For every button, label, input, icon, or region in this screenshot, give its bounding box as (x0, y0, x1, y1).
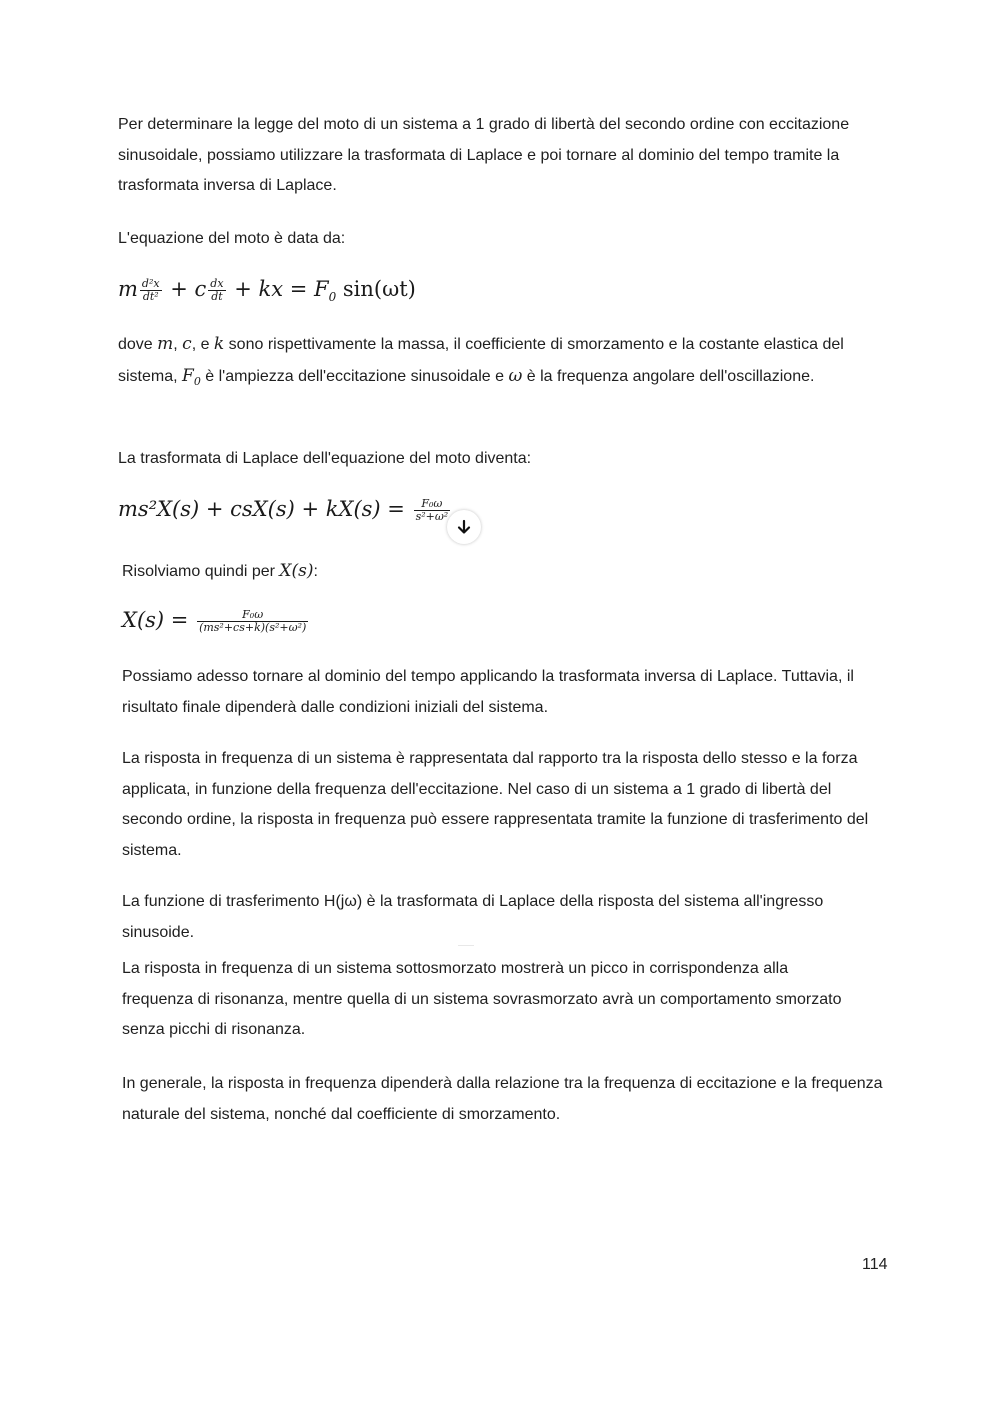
paragraph-conclusion-text: In generale, la risposta in frequenza dipenderà dalla relazione tra la frequenza di eccitazione e la frequenza naturale del sistema, nonché dal coefficiente di smorzamento. (122, 1075, 883, 1123)
paragraph-inverse (122, 662, 892, 723)
eq2-frac-den: s²+ω² (415, 510, 449, 523)
p3-c2: è l'ampiezza dell'eccitazione sinusoidale e (200, 367, 509, 385)
p3-f0: F (182, 365, 194, 386)
faint-divider (458, 945, 474, 946)
paragraph-transfer-function (122, 887, 892, 948)
eq3-frac-num: F₀ω (197, 609, 308, 622)
eq2-frac (414, 498, 451, 523)
paragraph-damping-text: La risposta in frequenza di un sistema sottosmorzato mostrerà un picco in corrispondenza alla frequenza di risonanza, mentre quella di un sistema sovrasmorzato avrà un comportamento smorzato senza picchi di risonanza. (122, 960, 842, 1038)
paragraph-intro-text: Per determinare la legge del moto di un sistema a 1 grado di libertà del secondo ordine con eccitazione sinusoidale, possiamo utilizzare la trasformata di Laplace e poi tornare al dominio del tempo tramite la trasformata inversa di Laplace. (118, 116, 850, 194)
eq1-plus-c: + c (163, 277, 207, 301)
p5-x: X(s) (279, 561, 314, 581)
eq1-m: m (118, 277, 138, 301)
arrow-down-icon (456, 519, 472, 535)
paragraph-equation-intro (118, 224, 888, 255)
p3-a: dove (118, 336, 158, 353)
eq1-frac-dx-num: dx (210, 277, 224, 290)
paragraph-intro (118, 110, 888, 202)
p3-sep2: , e (191, 336, 214, 353)
p3-sep1: , (173, 336, 183, 353)
paragraph-laplace-intro-text: La trasformata di Laplace dell'equazione del moto diventa: (118, 450, 532, 467)
paragraph-frequency-response-text: La risposta in frequenza di un sistema è rappresentata dal rapporto tra la risposta dello stesso e la forza applicata, in funzione della frequenza dell'eccitazione. Nel caso di un sistema a 1 grado di libertà del secondo ordine, la risposta in frequenza può essere rappresentata tramite la funzione di trasferimento del sistema. (122, 750, 869, 859)
paragraph-transfer-function-text: La funzione di trasferimento H(jω) è la trasformata di Laplace della risposta del sistema all'ingresso sinusoide. (122, 893, 824, 941)
paragraph-laplace-intro (118, 444, 888, 475)
eq1-sin: sin(ωt) (336, 277, 416, 301)
paragraph-conclusion (122, 1069, 892, 1130)
eq1-frac-dx (208, 278, 225, 303)
eq2-frac-num: F₀ω (414, 498, 451, 511)
equation-motion (118, 277, 416, 304)
eq1-frac-dx-den: dt (211, 290, 223, 303)
paragraph-inverse-text: Possiamo adesso tornare al dominio del tempo applicando la trasformata inversa di Laplace. Tuttavia, il risultato finale dipenderà dalle condizioni iniziali del sistema. (122, 668, 854, 716)
equation-laplace (118, 497, 452, 523)
eq1-frac-d2x-num: d²x (141, 277, 160, 290)
page-number: 114 (862, 1256, 888, 1273)
p3-c: c (182, 334, 192, 354)
eq3-frac (197, 609, 308, 634)
scroll-down-button[interactable] (447, 510, 481, 544)
p3-f0-sub: 0 (193, 374, 201, 388)
paragraph-damping (122, 954, 862, 1046)
p3-k: k (213, 334, 225, 354)
equation-solution (122, 608, 310, 634)
p3-d: è la frequenza angolare dell'oscillazione. (522, 367, 815, 385)
paragraph-definitions (118, 329, 888, 397)
paragraph-solve (122, 556, 892, 588)
paragraph-frequency-response (122, 744, 892, 866)
paragraph-equation-intro-text: L'equazione del moto è data da: (118, 230, 346, 247)
eq1-sub0: 0 (328, 290, 337, 305)
eq1-rest: + kx = F (227, 277, 329, 301)
eq3-frac-den: (ms²+cs+k)(s²+ω²) (199, 621, 307, 634)
p3-b: sono rispettivamente la massa, il coefficiente di smorzamento e la costante elastica del sistema, (118, 336, 844, 385)
eq1-frac-d2x (140, 278, 162, 303)
p3-omega: ω (508, 365, 523, 386)
p5-a: Risolviamo quindi per (122, 563, 280, 580)
eq2-lhs: ms²X(s) + csX(s) + kX(s) = (118, 497, 412, 521)
p3-m: m (157, 334, 174, 354)
eq3-lhs: X(s) = (122, 608, 196, 632)
p5-b: : (313, 563, 318, 580)
eq1-frac-d2x-den: dt² (142, 290, 159, 303)
